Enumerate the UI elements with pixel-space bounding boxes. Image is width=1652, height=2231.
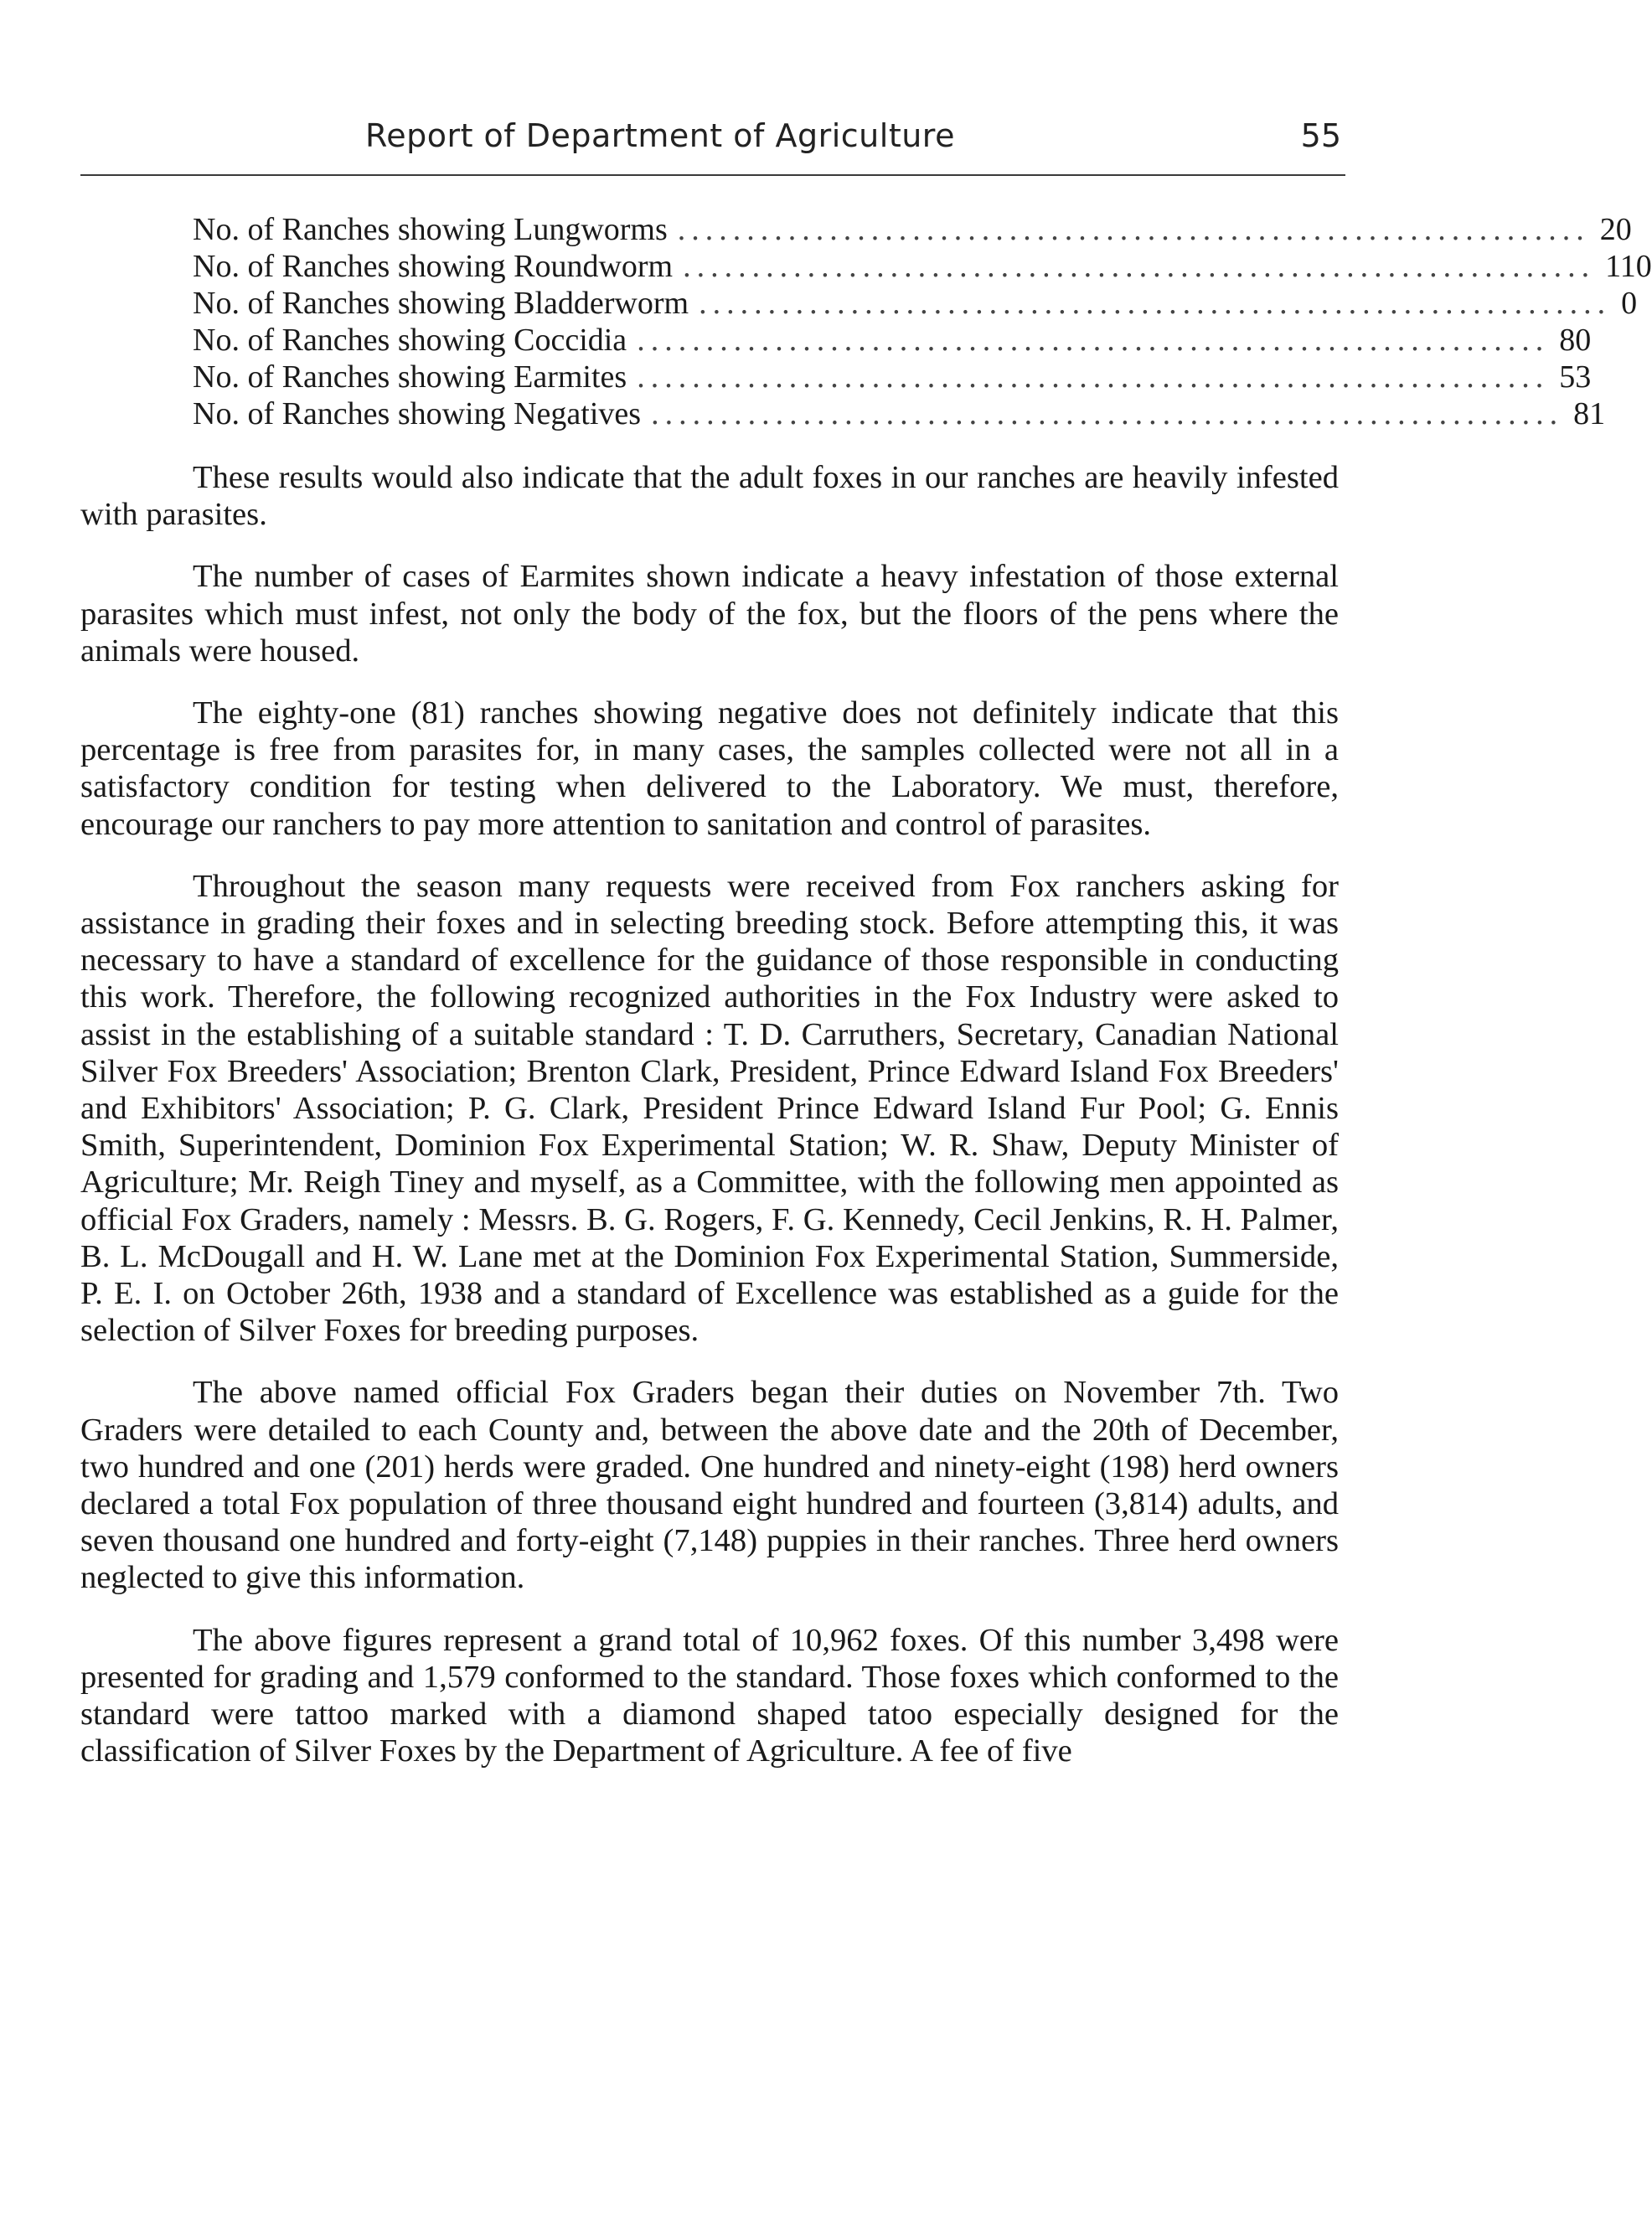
dot-leader: .................................................................. [683, 249, 1596, 284]
stat-label: No. of Ranches showing Earmites [193, 359, 627, 395]
body-text [80, 459, 1339, 1795]
stat-value: 20 [1599, 212, 1632, 247]
paragraph: Throughout the season many requests were received from Fox ranchers asking for assistance in grading their foxes and in selecting breeding stock. Before attempting this, it was necessary to have a standard of excellence for the guidance of those responsible in conducting this work. Therefore, the following recognized authorities in the Fox Industry were asked to assist in the establishing of a suitable standard : T. D. Carruthers, Secretary, Canadian National Silver Fox Breeders' Association; Brenton Clark, President, Prince Edward Island Fox Breeders' and Exhibitors' Association; P. G. Clark, President Prince Edward Island Fur Pool; G. Ennis Smith, Superintendent, Dominion Fox Experimental Station; W. R. Shaw, Deputy Minister of Agriculture; Mr. Reigh Tiney and myself, as a Committee, with the following men appointed as official Fox Graders, namely : Messrs. B. G. Rogers, F. G. Kennedy, Cecil Jenkins, R. H. Palmer, B. L. McDougall and H. W. Lane met at the Dominion Fox Experimental Station, Summerside, P. E. I. on October 26th, 1938 and a standard of Excellence was established as a guide for the selection of Silver Foxes for breeding purposes. [80, 868, 1339, 1349]
stat-value: 53 [1559, 359, 1592, 395]
stat-value: 80 [1559, 323, 1592, 358]
stat-row [193, 285, 1638, 322]
dot-leader: .................................................................. [677, 212, 1590, 247]
stat-label: No. of Ranches showing Roundworm [193, 249, 674, 284]
stat-row [193, 211, 1632, 248]
paragraph: The number of cases of Earmites shown indicate a heavy infestation of those external parasites which must infest, not only the body of the fox, but the floors of the pens where the animals were housed. [80, 559, 1339, 669]
page-number: 55 [1300, 117, 1341, 154]
dot-leader: .................................................................. [637, 323, 1550, 358]
paragraph: The above figures represent a grand total of 10,962 foxes. Of this number 3,498 were presented for grading and 1,579 conformed to the standard. Those foxes which conformed to the standard were tattoo marked with a diamond shaped tatoo especially designed for the classification of Silver Foxes by the Department of Agriculture. A fee of five [80, 1622, 1339, 1769]
ranch-statistics-list [193, 211, 1652, 432]
header-title: Report of Department of Agriculture [365, 117, 955, 154]
stat-row [193, 359, 1592, 395]
dot-leader: .................................................................. [637, 359, 1550, 395]
stat-value: 0 [1621, 286, 1638, 321]
stat-value: 81 [1573, 396, 1606, 431]
stat-row [193, 248, 1652, 285]
stat-value: 110 [1605, 249, 1652, 284]
stat-label: No. of Ranches showing Negatives [193, 396, 642, 431]
dot-leader: .................................................................. [699, 286, 1612, 321]
paragraph: The eighty-one (81) ranches showing negative does not definitely indicate that this percentage is free from parasites for, in many cases, the samples collected were not all in a satisfactory condition for testing when delivered to the Laboratory. We must, therefore, encourage our ranchers to pay more attention to sanitation and control of parasites. [80, 695, 1339, 842]
stat-label: No. of Ranches showing Bladderworm [193, 286, 689, 321]
stat-row [193, 395, 1606, 432]
stat-label: No. of Ranches showing Lungworms [193, 212, 668, 247]
header-rule [80, 174, 1345, 176]
paragraph: The above named official Fox Graders began their duties on November 7th. Two Graders were detailed to each County and, between the above date and the 20th of December, two hundred and one (201) herds were graded. One hundred and ninety-eight (198) herd owners declared a total Fox population of three thousand eight hundred and fourteen (3,814) adults, and seven thousand one hundred and forty-eight (7,148) puppies in their ranches. Three herd owners neglected to give this information. [80, 1375, 1339, 1596]
running-header [80, 117, 1341, 168]
stat-row [193, 322, 1592, 359]
stat-label: No. of Ranches showing Coccidia [193, 323, 627, 358]
dot-leader: .................................................................. [651, 396, 1564, 431]
paragraph: These results would also indicate that the adult foxes in our ranches are heavily infested with parasites. [80, 460, 1339, 533]
